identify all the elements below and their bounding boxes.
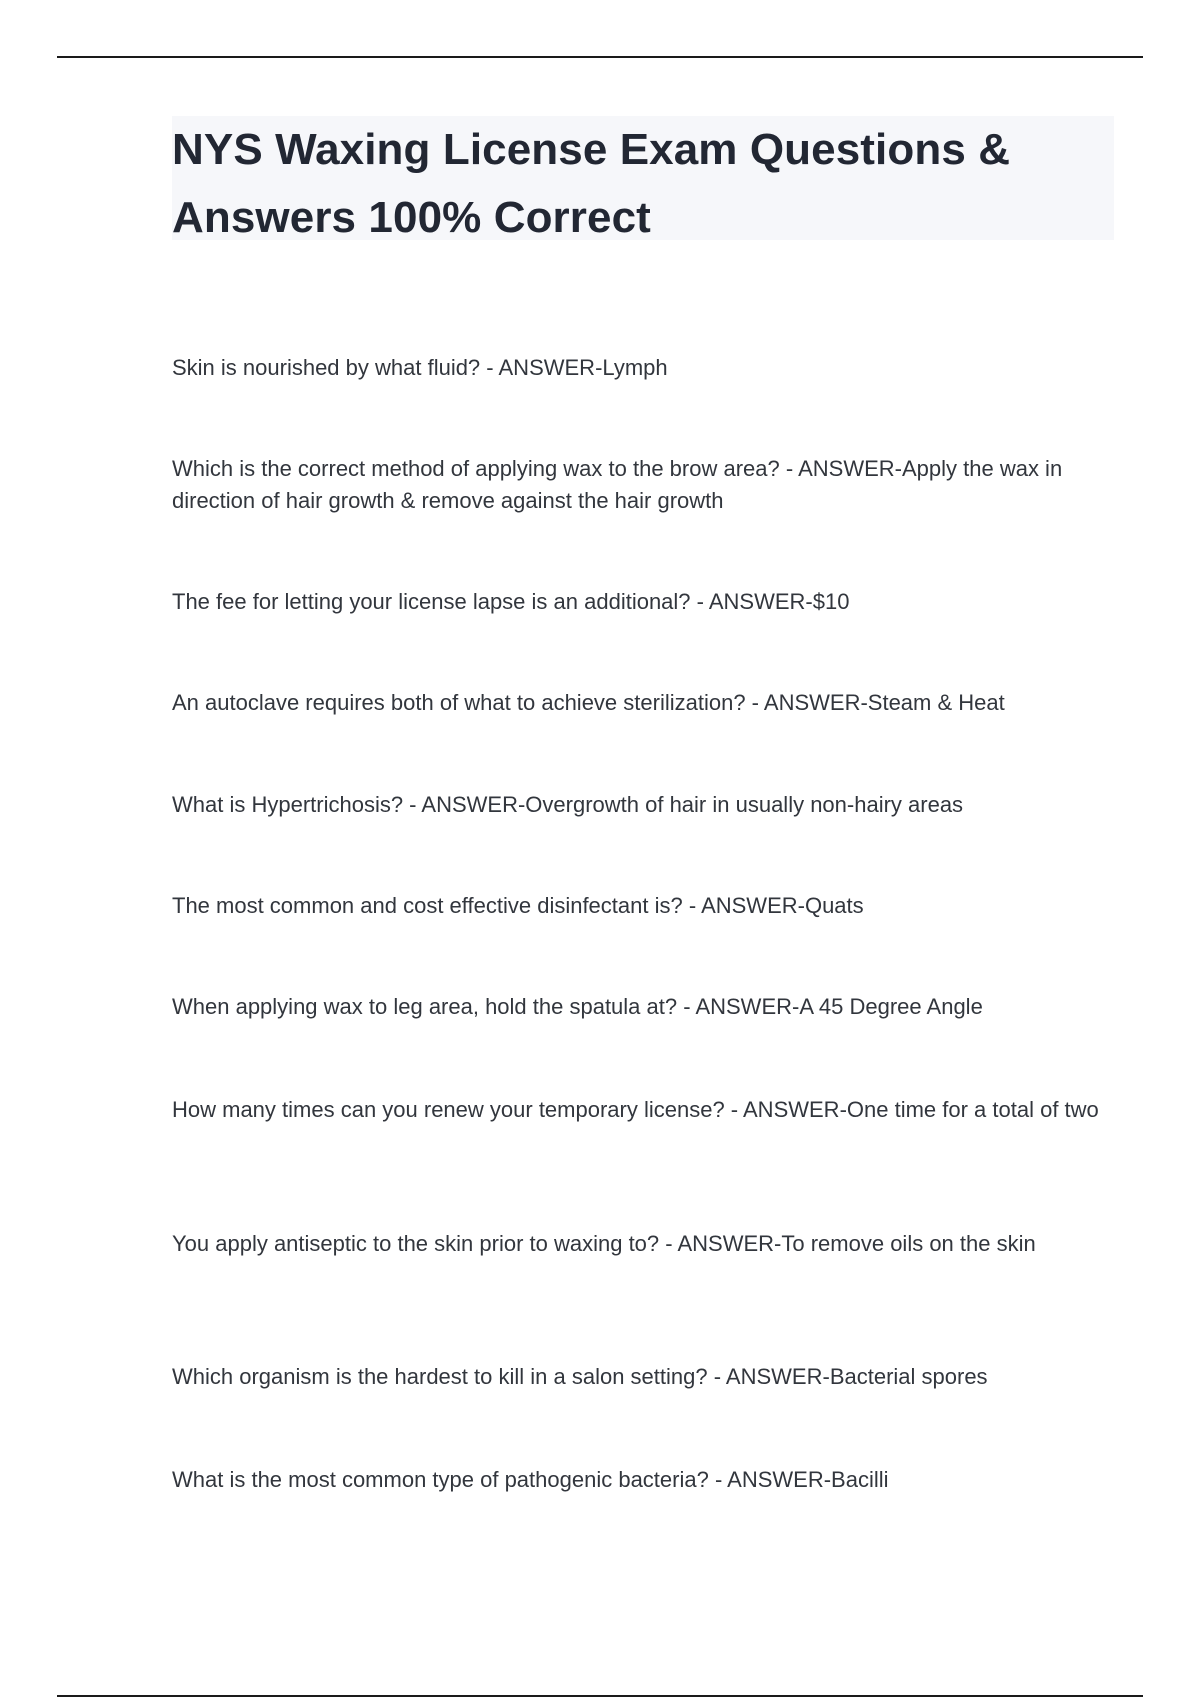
qa-item: When applying wax to leg area, hold the spatula at? - ANSWER-A 45 Degree Angle	[172, 994, 983, 1019]
qa-item: You apply antiseptic to the skin prior to waxing to? - ANSWER-To remove oils on the skin	[172, 1231, 1036, 1256]
document-title: NYS Waxing License Exam Questions & Answers 100% Correct	[172, 125, 1011, 242]
qa-item: Which is the correct method of applying wax to the brow area? - ANSWER-Apply the wax in direction of hair growth & remove against the hair growth	[172, 456, 1063, 513]
top-rule	[57, 56, 1143, 58]
qa-item: Which organism is the hardest to kill in a salon setting? - ANSWER-Bacterial spores	[172, 1364, 988, 1389]
qa-item: An autoclave requires both of what to achieve sterilization? - ANSWER-Steam & Heat	[172, 690, 1005, 715]
qa-item: The most common and cost effective disinfectant is? - ANSWER-Quats	[172, 893, 864, 918]
title-block	[172, 116, 1114, 240]
qa-item: What is the most common type of pathogenic bacteria? - ANSWER-Bacilli	[172, 1467, 889, 1492]
qa-item: The fee for letting your license lapse is an additional? - ANSWER-$10	[172, 589, 850, 614]
bottom-rule	[57, 1695, 1143, 1697]
qa-item: What is Hypertrichosis? - ANSWER-Overgrowth of hair in usually non-hairy areas	[172, 792, 964, 817]
qa-item: Skin is nourished by what fluid? - ANSWER-Lymph	[172, 355, 668, 380]
qa-item: How many times can you renew your temporary license? - ANSWER-One time for a total of two	[172, 1097, 1099, 1122]
